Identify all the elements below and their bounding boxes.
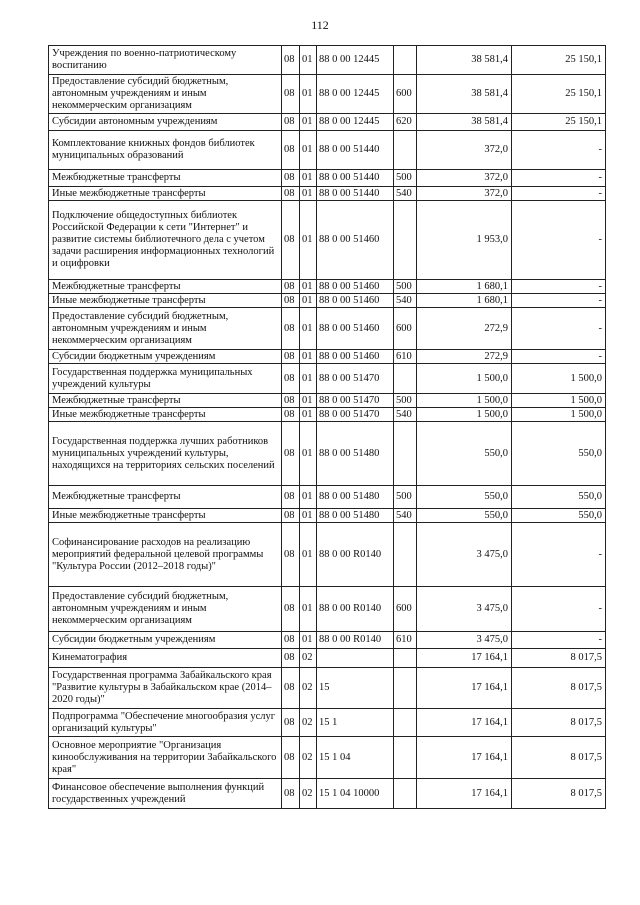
row-sum-2: 1 500,0 <box>512 364 606 394</box>
row-sum-2: 550,0 <box>512 509 606 523</box>
row-name: Основное мероприятие "Организация кинообслуживания на территории Забайкальского края" <box>49 737 282 779</box>
row-expense-type: 540 <box>394 294 417 308</box>
row-subsection: 01 <box>300 587 317 632</box>
table-row <box>49 587 606 632</box>
row-subsection: 01 <box>300 114 317 131</box>
row-name: Субсидии бюджетным учреждениям <box>49 632 282 649</box>
row-expense-type: 500 <box>394 170 417 187</box>
row-target-article: 15 1 <box>317 709 394 737</box>
row-target-article: 88 0 00 51470 <box>317 394 394 408</box>
row-target-article: 88 0 00 12445 <box>317 46 394 75</box>
row-sum-2: 1 500,0 <box>512 394 606 408</box>
row-section: 08 <box>282 587 300 632</box>
row-name: Учреждения по военно-патриотическому воспитанию <box>49 46 282 75</box>
row-name: Предоставление субсидий бюджетным, автономным учреждениям и иным некоммерческим организациям <box>49 587 282 632</box>
row-name: Иные межбюджетные трансферты <box>49 509 282 523</box>
row-section: 08 <box>282 131 300 170</box>
row-expense-type: 540 <box>394 187 417 201</box>
row-sum-1: 550,0 <box>417 509 512 523</box>
table-row <box>49 632 606 649</box>
row-subsection: 01 <box>300 187 317 201</box>
row-expense-type: 540 <box>394 408 417 422</box>
row-name: Субсидии бюджетным учреждениям <box>49 350 282 364</box>
table-row <box>49 737 606 779</box>
row-subsection: 01 <box>300 201 317 280</box>
row-expense-type: 500 <box>394 394 417 408</box>
row-sum-1: 372,0 <box>417 131 512 170</box>
row-subsection: 01 <box>300 75 317 114</box>
row-sum-2: 8 017,5 <box>512 709 606 737</box>
row-section: 08 <box>282 649 300 668</box>
row-section: 08 <box>282 779 300 809</box>
row-section: 08 <box>282 350 300 364</box>
row-target-article: 15 1 04 10000 <box>317 779 394 809</box>
row-expense-type <box>394 364 417 394</box>
row-sum-2: - <box>512 350 606 364</box>
row-target-article: 88 0 00 51470 <box>317 364 394 394</box>
row-subsection: 02 <box>300 737 317 779</box>
table-row <box>49 509 606 523</box>
row-sum-1: 1 953,0 <box>417 201 512 280</box>
table-row <box>49 114 606 131</box>
row-sum-1: 372,0 <box>417 187 512 201</box>
row-name: Иные межбюджетные трансферты <box>49 294 282 308</box>
row-target-article: 88 0 00 R0140 <box>317 587 394 632</box>
row-expense-type <box>394 668 417 709</box>
row-sum-1: 1 500,0 <box>417 394 512 408</box>
row-section: 08 <box>282 280 300 294</box>
row-subsection: 01 <box>300 280 317 294</box>
table-row <box>49 170 606 187</box>
row-sum-2: 25 150,1 <box>512 46 606 75</box>
row-sum-2: 8 017,5 <box>512 779 606 809</box>
row-sum-1: 3 475,0 <box>417 632 512 649</box>
row-name: Межбюджетные трансферты <box>49 170 282 187</box>
row-expense-type <box>394 46 417 75</box>
row-name: Иные межбюджетные трансферты <box>49 408 282 422</box>
row-sum-1: 550,0 <box>417 422 512 486</box>
row-section: 08 <box>282 632 300 649</box>
table-row <box>49 201 606 280</box>
row-subsection: 01 <box>300 509 317 523</box>
row-subsection: 02 <box>300 649 317 668</box>
row-sum-2: - <box>512 523 606 587</box>
row-subsection: 01 <box>300 364 317 394</box>
row-name: Государственная поддержка лучших работников муниципальных учреждений культуры, находящихся на территориях сельских поселений <box>49 422 282 486</box>
row-expense-type: 610 <box>394 350 417 364</box>
row-subsection: 02 <box>300 779 317 809</box>
row-name: Иные межбюджетные трансферты <box>49 187 282 201</box>
row-name: Предоставление субсидий бюджетным, автономным учреждениям и иным некоммерческим организациям <box>49 308 282 350</box>
row-target-article: 15 <box>317 668 394 709</box>
table-row <box>49 486 606 509</box>
row-subsection: 01 <box>300 170 317 187</box>
row-section: 08 <box>282 509 300 523</box>
row-sum-1: 38 581,4 <box>417 46 512 75</box>
row-section: 08 <box>282 737 300 779</box>
row-section: 08 <box>282 187 300 201</box>
row-sum-2: 8 017,5 <box>512 649 606 668</box>
row-name: Межбюджетные трансферты <box>49 394 282 408</box>
row-target-article: 88 0 00 51440 <box>317 131 394 170</box>
row-sum-2: - <box>512 131 606 170</box>
row-expense-type: 600 <box>394 75 417 114</box>
row-section: 08 <box>282 308 300 350</box>
row-expense-type <box>394 709 417 737</box>
row-expense-type: 500 <box>394 486 417 509</box>
table-row <box>49 75 606 114</box>
row-section: 08 <box>282 170 300 187</box>
row-expense-type <box>394 131 417 170</box>
row-sum-2: 8 017,5 <box>512 737 606 779</box>
row-sum-1: 17 164,1 <box>417 649 512 668</box>
row-sum-2: - <box>512 632 606 649</box>
row-section: 08 <box>282 486 300 509</box>
row-subsection: 01 <box>300 350 317 364</box>
table-row <box>49 649 606 668</box>
row-sum-1: 38 581,4 <box>417 114 512 131</box>
row-sum-2: - <box>512 170 606 187</box>
row-expense-type <box>394 737 417 779</box>
row-sum-1: 17 164,1 <box>417 709 512 737</box>
table-row <box>49 422 606 486</box>
row-expense-type <box>394 523 417 587</box>
row-sum-2: 25 150,1 <box>512 75 606 114</box>
row-name: Софинансирование расходов на реализацию мероприятий федеральной целевой программы "Культура России (2012–2018 годы)" <box>49 523 282 587</box>
row-expense-type <box>394 201 417 280</box>
row-sum-2: 550,0 <box>512 486 606 509</box>
row-target-article: 88 0 00 51460 <box>317 201 394 280</box>
row-expense-type <box>394 422 417 486</box>
table-row <box>49 523 606 587</box>
row-target-article: 88 0 00 51480 <box>317 486 394 509</box>
row-sum-2: - <box>512 187 606 201</box>
row-subsection: 01 <box>300 46 317 75</box>
row-target-article: 88 0 00 51480 <box>317 422 394 486</box>
row-name: Субсидии автономным учреждениям <box>49 114 282 131</box>
row-expense-type: 600 <box>394 587 417 632</box>
table-row <box>49 46 606 75</box>
row-section: 08 <box>282 364 300 394</box>
row-target-article: 88 0 00 51460 <box>317 294 394 308</box>
row-sum-2: - <box>512 587 606 632</box>
row-expense-type: 500 <box>394 280 417 294</box>
row-sum-1: 17 164,1 <box>417 779 512 809</box>
row-sum-1: 3 475,0 <box>417 587 512 632</box>
row-subsection: 01 <box>300 523 317 587</box>
row-name: Финансовое обеспечение выполнения функций государственных учреждений <box>49 779 282 809</box>
row-subsection: 01 <box>300 131 317 170</box>
table-row <box>49 294 606 308</box>
row-section: 08 <box>282 294 300 308</box>
table-row <box>49 408 606 422</box>
row-name: Межбюджетные трансферты <box>49 486 282 509</box>
row-section: 08 <box>282 46 300 75</box>
row-sum-1: 372,0 <box>417 170 512 187</box>
row-expense-type <box>394 649 417 668</box>
row-expense-type: 540 <box>394 509 417 523</box>
table-row <box>49 668 606 709</box>
table-row <box>49 350 606 364</box>
row-section: 08 <box>282 709 300 737</box>
page-number: 112 <box>311 18 329 32</box>
row-sum-1: 1 500,0 <box>417 408 512 422</box>
row-expense-type: 610 <box>394 632 417 649</box>
row-name: Предоставление субсидий бюджетным, автономным учреждениям и иным некоммерческим организациям <box>49 75 282 114</box>
row-subsection: 01 <box>300 422 317 486</box>
row-sum-1: 17 164,1 <box>417 737 512 779</box>
table-row <box>49 394 606 408</box>
row-expense-type: 600 <box>394 308 417 350</box>
row-section: 08 <box>282 523 300 587</box>
row-sum-1: 17 164,1 <box>417 668 512 709</box>
row-subsection: 02 <box>300 709 317 737</box>
row-sum-2: 550,0 <box>512 422 606 486</box>
row-section: 08 <box>282 75 300 114</box>
row-sum-2: - <box>512 280 606 294</box>
row-sum-1: 272,9 <box>417 350 512 364</box>
row-name: Подключение общедоступных библиотек Российской Федерации к сети "Интернет" и развитие системы библиотечного дела с учетом задачи расширения информационных технологий и оцифровки <box>49 201 282 280</box>
table-row <box>49 308 606 350</box>
row-sum-2: 8 017,5 <box>512 668 606 709</box>
row-target-article: 88 0 00 51460 <box>317 280 394 294</box>
row-name: Кинематография <box>49 649 282 668</box>
row-target-article: 88 0 00 51470 <box>317 408 394 422</box>
row-name: Межбюджетные трансферты <box>49 280 282 294</box>
row-subsection: 01 <box>300 394 317 408</box>
row-sum-2: - <box>512 294 606 308</box>
row-name: Комплектование книжных фондов библиотек муниципальных образований <box>49 131 282 170</box>
row-sum-1: 272,9 <box>417 308 512 350</box>
row-sum-1: 1 680,1 <box>417 280 512 294</box>
row-sum-1: 550,0 <box>417 486 512 509</box>
table-row <box>49 187 606 201</box>
row-sum-2: - <box>512 201 606 280</box>
row-name: Государственная поддержка муниципальных учреждений культуры <box>49 364 282 394</box>
row-target-article: 88 0 00 12445 <box>317 75 394 114</box>
row-section: 08 <box>282 408 300 422</box>
table-row <box>49 280 606 294</box>
table-row <box>49 131 606 170</box>
row-target-article: 88 0 00 12445 <box>317 114 394 131</box>
table-row <box>49 779 606 809</box>
budget-table <box>48 45 606 809</box>
row-target-article: 15 1 04 <box>317 737 394 779</box>
row-target-article <box>317 649 394 668</box>
row-sum-1: 3 475,0 <box>417 523 512 587</box>
row-section: 08 <box>282 201 300 280</box>
table-row <box>49 709 606 737</box>
row-sum-1: 1 680,1 <box>417 294 512 308</box>
row-section: 08 <box>282 668 300 709</box>
row-section: 08 <box>282 394 300 408</box>
row-subsection: 01 <box>300 408 317 422</box>
row-sum-1: 1 500,0 <box>417 364 512 394</box>
row-expense-type: 620 <box>394 114 417 131</box>
row-sum-2: 1 500,0 <box>512 408 606 422</box>
row-expense-type <box>394 779 417 809</box>
table-body <box>49 46 606 809</box>
row-subsection: 01 <box>300 294 317 308</box>
row-target-article: 88 0 00 51460 <box>317 350 394 364</box>
row-target-article: 88 0 00 51480 <box>317 509 394 523</box>
row-target-article: 88 0 00 R0140 <box>317 523 394 587</box>
row-subsection: 02 <box>300 668 317 709</box>
row-target-article: 88 0 00 R0140 <box>317 632 394 649</box>
row-subsection: 01 <box>300 486 317 509</box>
row-name: Государственная программа Забайкальского края "Развитие культуры в Забайкальском крае (2014–2020 годы)" <box>49 668 282 709</box>
row-subsection: 01 <box>300 632 317 649</box>
table-row <box>49 364 606 394</box>
row-target-article: 88 0 00 51460 <box>317 308 394 350</box>
row-subsection: 01 <box>300 308 317 350</box>
row-section: 08 <box>282 114 300 131</box>
row-name: Подпрограмма "Обеспечение многообразия услуг организаций культуры" <box>49 709 282 737</box>
row-target-article: 88 0 00 51440 <box>317 170 394 187</box>
row-sum-2: - <box>512 308 606 350</box>
row-sum-2: 25 150,1 <box>512 114 606 131</box>
row-sum-1: 38 581,4 <box>417 75 512 114</box>
row-target-article: 88 0 00 51440 <box>317 187 394 201</box>
row-section: 08 <box>282 422 300 486</box>
